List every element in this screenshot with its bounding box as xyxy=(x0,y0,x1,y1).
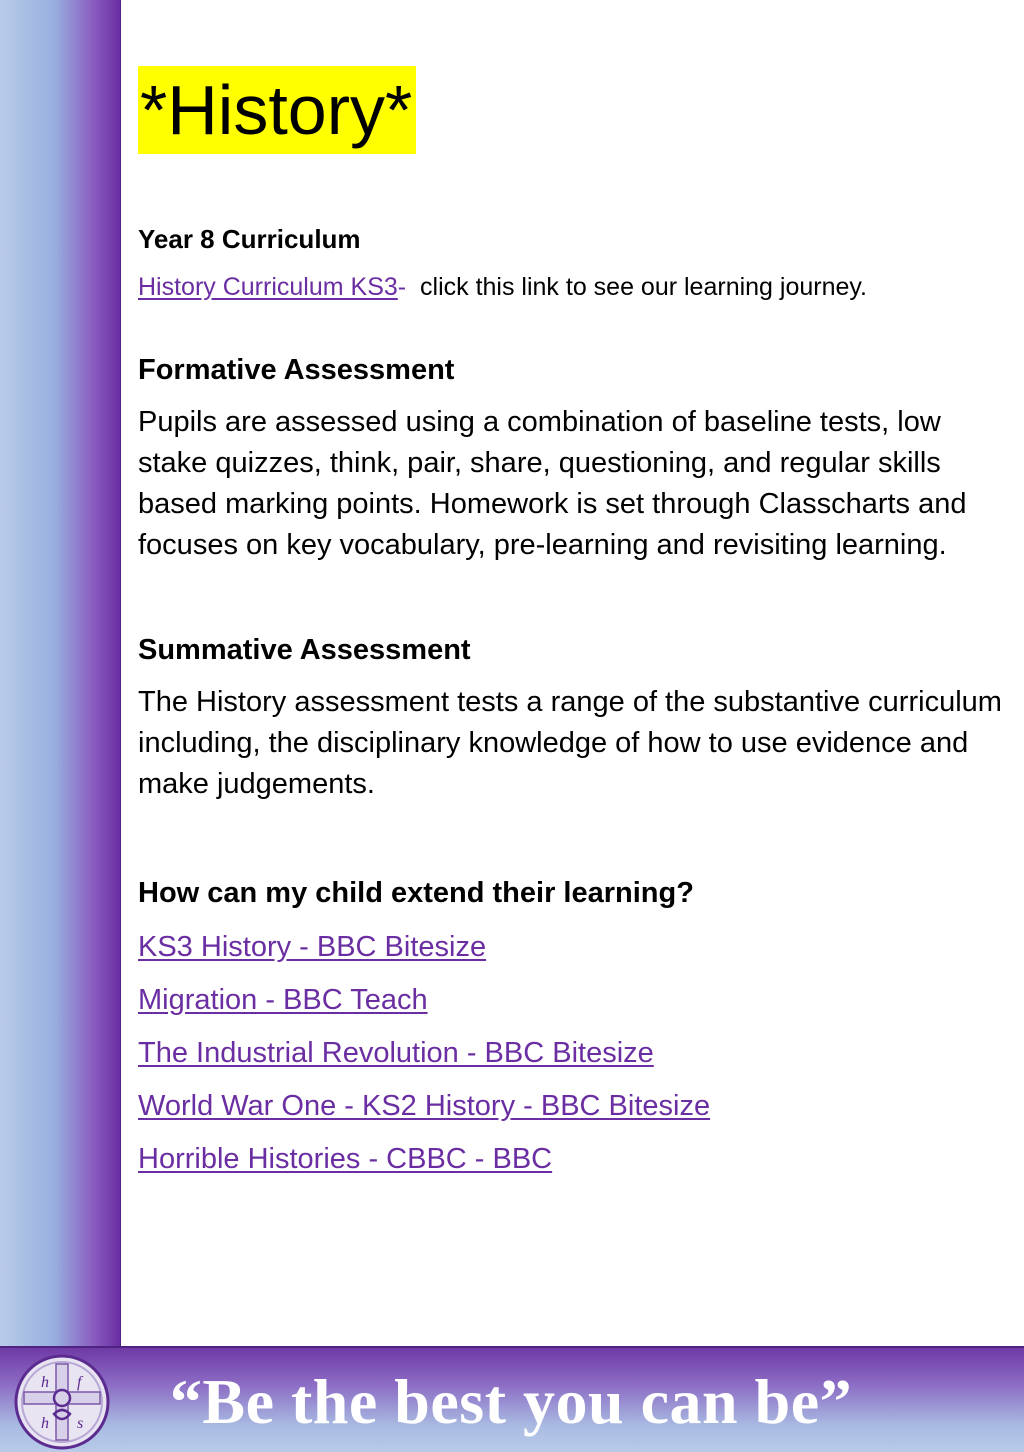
crest-letter-h-top: h xyxy=(41,1374,49,1391)
curriculum-heading: Year 8 Curriculum xyxy=(138,224,361,254)
resource-link-migration[interactable]: Migration - BBC Teach xyxy=(138,984,428,1016)
curriculum-link-dash: - xyxy=(397,273,407,301)
crest-letter-s: s xyxy=(77,1415,84,1432)
summative-body: The History assessment tests a range of the substantive curriculum including, the disciplinary knowledge of how to use evidence and make judgements. xyxy=(138,686,1002,800)
page-content xyxy=(138,66,1008,1186)
title-highlight xyxy=(138,66,416,154)
resource-link-industrial-revolution[interactable]: The Industrial Revolution - BBC Bitesize xyxy=(138,1037,654,1069)
school-crest-icon xyxy=(14,1354,110,1450)
resource-item xyxy=(138,921,1008,974)
resource-link-horrible-histories[interactable]: Horrible Histories - CBBC - BBC xyxy=(138,1143,553,1175)
crest-letter-f: f xyxy=(77,1374,82,1391)
footer-motto: “Be the best you can be” xyxy=(169,1366,853,1437)
resource-link-world-war-one[interactable]: World War One - KS2 History - BBC Bitesize xyxy=(138,1090,711,1122)
curriculum-link[interactable]: History Curriculum KS3 xyxy=(138,273,398,301)
crest-letter-h-bottom: h xyxy=(41,1415,49,1432)
summative-heading: Summative Assessment xyxy=(138,634,471,666)
curriculum-note: click this link to see our learning journey. xyxy=(420,273,867,301)
curriculum-line xyxy=(138,272,1008,302)
resource-item xyxy=(138,1080,1008,1133)
formative-body: Pupils are assessed using a combination of baseline tests, low stake quizzes, think, pair, share, questioning, and regular skills based marking points. Homework is set through Classcharts and focuses on key vocabulary, pre-learning and revisiting learning. xyxy=(138,406,967,561)
resource-item xyxy=(138,974,1008,1027)
page-title: *History* xyxy=(140,71,413,149)
formative-heading: Formative Assessment xyxy=(138,354,455,386)
resource-link-bitesize[interactable]: KS3 History - BBC Bitesize xyxy=(138,931,487,963)
left-decorative-bar xyxy=(0,0,121,1346)
extend-heading: How can my child extend their learning? xyxy=(138,877,694,909)
resource-item xyxy=(138,1133,1008,1186)
resource-link-list xyxy=(138,921,1008,1186)
resource-item xyxy=(138,1027,1008,1080)
